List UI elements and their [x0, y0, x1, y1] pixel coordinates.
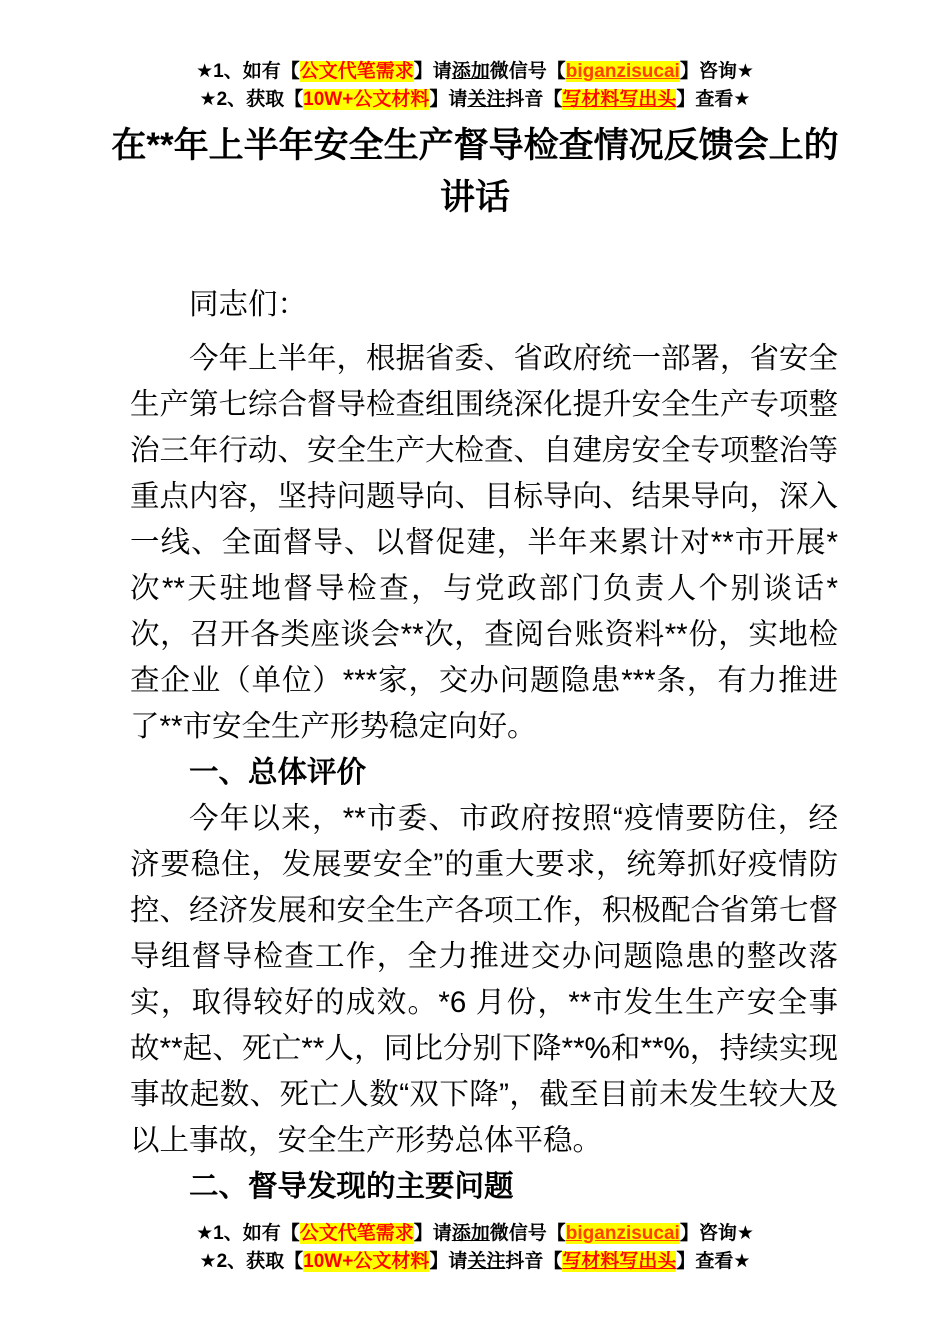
promo-watermark-header: [0, 0, 950, 114]
promo-text: 】咨询★: [679, 1223, 754, 1244]
body-paragraph: 今年上半年，根据省委、省政府统一部署，省安全生产第七综合督导检查组围绕深化提升安全生产专项整治三年行动、安全生产大检查、自建房安全专项整治等重点内容，坚持问题导向、目标导向、结果导向，深入一线、全面督导、以督促建，半年来累计对**市开展*次**天驻地督导检查，与党政部门负责人个别谈话*次，召开各类座谈会**次，查阅台账资料**份，实地检查企业（单位）***家，交办问题隐患***条，有力推进了**市安全生产形势稳定向好。: [130, 342, 839, 743]
promo-text: 抖音【: [505, 1251, 563, 1272]
promo-line: [0, 58, 950, 86]
salutation: 同志们：: [189, 288, 308, 321]
promo-text: 添加: [451, 1223, 490, 1244]
highlighted-text: 10W+公文材料: [303, 89, 430, 110]
promo-text: 】查看★: [676, 89, 751, 110]
promo-text: ★1、如有【: [196, 1223, 300, 1244]
promo-text: ★2、获取【: [199, 89, 304, 110]
promo-line: [0, 86, 950, 114]
section-heading: 二、督导发现的主要问题: [189, 1170, 514, 1203]
promo-text: 】请: [429, 89, 468, 110]
promo-text: ★2、获取【: [199, 1251, 304, 1272]
document-title: 在**年上半年安全生产督导检查情况反馈会上的讲话: [111, 126, 839, 217]
promo-text: 微信号【: [489, 61, 566, 82]
promo-watermark-footer: [0, 1220, 950, 1276]
promo-text: 抖音【: [505, 89, 563, 110]
document-body: [130, 282, 838, 1210]
highlighted-text: biganzisucai: [565, 1223, 680, 1244]
highlighted-text: 写材料写出头: [562, 1251, 677, 1272]
promo-text: ★1、如有【: [196, 61, 300, 82]
promo-line: [0, 1248, 950, 1276]
highlighted-text: 公文代笔需求: [299, 1223, 414, 1244]
promo-text: 】请: [413, 61, 452, 82]
highlighted-text: biganzisucai: [565, 61, 680, 82]
promo-text: 关注: [467, 1251, 506, 1272]
highlighted-text: 写材料写出头: [562, 89, 677, 110]
promo-text: 关注: [467, 89, 506, 110]
promo-text: 】查看★: [676, 1251, 751, 1272]
highlighted-text: 公文代笔需求: [299, 61, 414, 82]
promo-line: [0, 1220, 950, 1248]
promo-text: 】咨询★: [679, 61, 754, 82]
highlighted-text: 10W+公文材料: [303, 1251, 430, 1272]
promo-text: 】请: [429, 1251, 468, 1272]
promo-text: 】请: [413, 1223, 452, 1244]
promo-text: 添加: [451, 61, 490, 82]
section-heading: 一、总体评价: [189, 756, 367, 789]
body-paragraph: 今年以来，**市委、市政府按照“疫情要防住，经济要稳住，发展要安全”的重大要求，统筹抓好疫情防控、经济发展和安全生产各项工作，积极配合省第七督导组督导检查工作，全力推进交办问题隐患的整改落实，取得较好的成效。*6 月份，**市发生生产安全事故**起、死亡**人，同比分别下降**%和**%，持续实现事故起数、死亡人数“双下降”，截至目前未发生较大及以上事故，安全生产形势总体平稳。: [130, 802, 839, 1157]
promo-text: 微信号【: [489, 1223, 566, 1244]
